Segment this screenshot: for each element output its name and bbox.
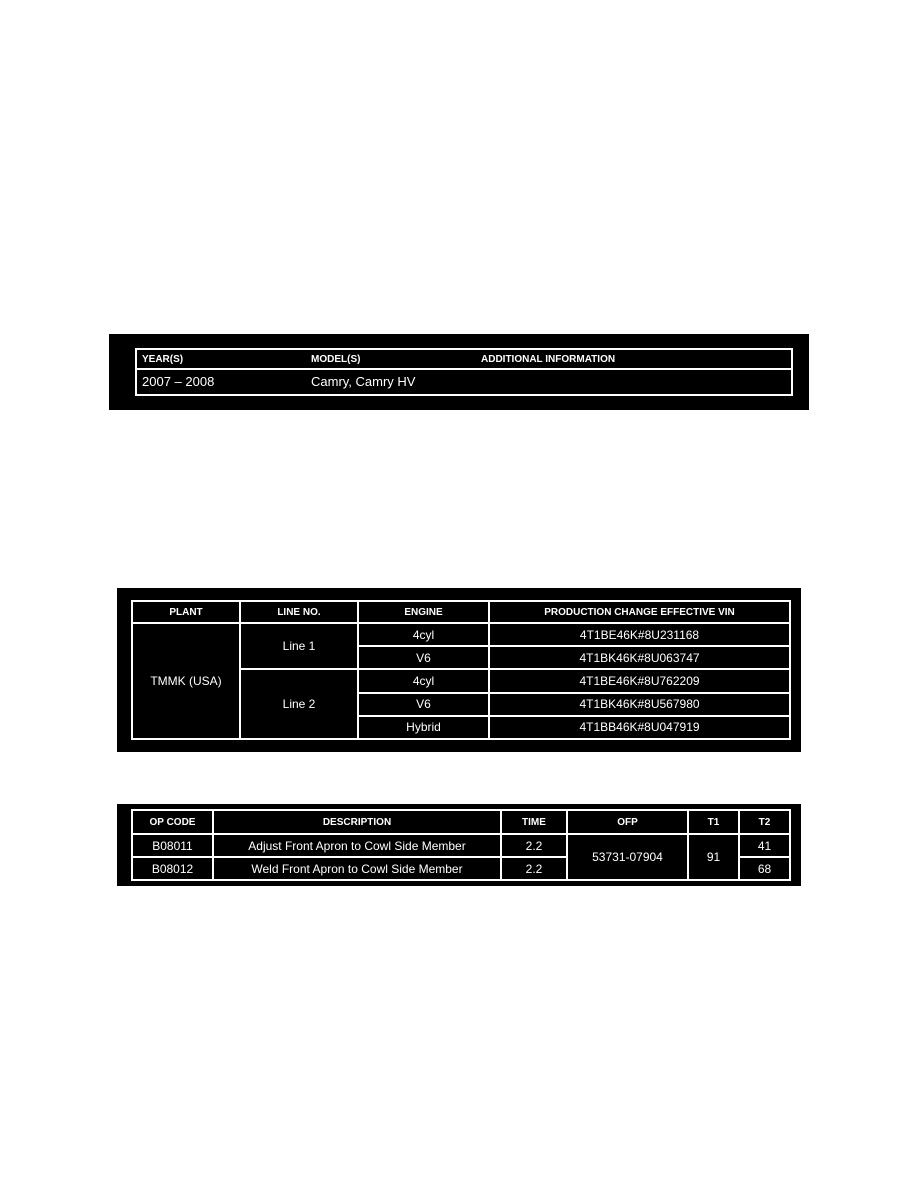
production-change-table	[131, 600, 791, 740]
header-t2: T2	[739, 810, 790, 834]
cell-time: 2.2	[501, 857, 567, 880]
cell-years: 2007 – 2008	[142, 374, 215, 389]
applicability-panel	[109, 334, 809, 410]
cell-models: Camry, Camry HV	[311, 374, 416, 389]
cell-description: Adjust Front Apron to Cowl Side Member	[213, 834, 501, 857]
table-row	[136, 369, 792, 395]
header-engine: ENGINE	[358, 601, 489, 623]
header-time: TIME	[501, 810, 567, 834]
header-description: DESCRIPTION	[213, 810, 501, 834]
cell-t2: 41	[739, 834, 790, 857]
header-additional-info: ADDITIONAL INFORMATION	[476, 349, 792, 369]
cell-engine: Hybrid	[358, 716, 489, 739]
cell-vin: 4T1BB46K#8U047919	[489, 716, 790, 739]
cell-time: 2.2	[501, 834, 567, 857]
cell-vin: 4T1BK46K#8U063747	[489, 646, 790, 669]
cell-engine: V6	[358, 646, 489, 669]
applicability-table	[135, 348, 793, 396]
header-models: MODEL(S)	[306, 349, 476, 369]
table-header-row	[136, 349, 792, 369]
cell-additional-info	[476, 369, 792, 395]
cell-vin: 4T1BK46K#8U567980	[489, 693, 790, 716]
op-code-panel	[117, 804, 801, 886]
cell-engine: 4cyl	[358, 623, 489, 646]
cell-engine: V6	[358, 693, 489, 716]
header-years: YEAR(S)	[136, 349, 306, 369]
cell-line: Line 1	[240, 623, 358, 669]
production-change-panel	[117, 588, 801, 752]
header-effective-vin: PRODUCTION CHANGE EFFECTIVE VIN	[489, 601, 790, 623]
table-row	[132, 834, 790, 857]
op-code-table	[131, 809, 791, 881]
cell-t2: 68	[739, 857, 790, 880]
header-op-code: OP CODE	[132, 810, 213, 834]
cell-op-code: B08011	[132, 834, 213, 857]
header-line-no: LINE NO.	[240, 601, 358, 623]
table-row	[132, 623, 790, 646]
cell-description: Weld Front Apron to Cowl Side Member	[213, 857, 501, 880]
table-header-row	[132, 810, 790, 834]
cell-line: Line 2	[240, 669, 358, 739]
cell-op-code: B08012	[132, 857, 213, 880]
cell-plant: TMMK (USA)	[132, 623, 240, 739]
header-ofp: OFP	[567, 810, 688, 834]
header-plant: PLANT	[132, 601, 240, 623]
cell-engine: 4cyl	[358, 669, 489, 692]
cell-vin: 4T1BE46K#8U762209	[489, 669, 790, 692]
cell-vin: 4T1BE46K#8U231168	[489, 623, 790, 646]
table-header-row	[132, 601, 790, 623]
cell-ofp: 53731-07904	[567, 834, 688, 880]
header-t1: T1	[688, 810, 739, 834]
cell-t1: 91	[688, 834, 739, 880]
